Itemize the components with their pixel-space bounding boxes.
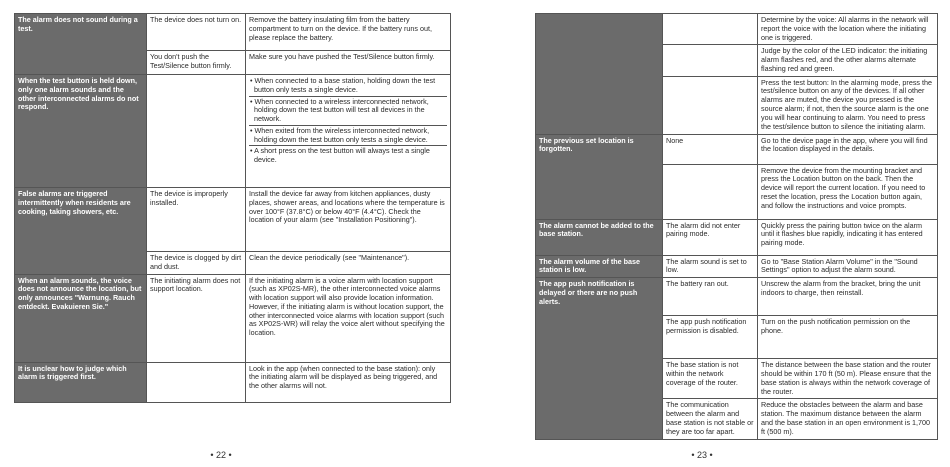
solution-text: Judge by the color of the LED indicator: the initiating alarm flashes red, and the other alarms alternate flashing red and green. [761,46,928,73]
cause-cell: You don't push the Test/Silence button firmly. [147,51,246,75]
solution-text: Make sure you have pushed the Test/Silence button firmly. [249,52,435,61]
cause-cell [147,75,246,188]
table-row [15,274,451,362]
solution-text: Determine by the voice: All alarms in the network will report the voice with the location where the initiating one is triggered. [761,15,929,42]
solution-cell [246,75,451,188]
solution-cell [246,274,451,362]
cause-cell: The device is improperly installed. [147,188,246,252]
solution-cell [758,76,938,134]
solution-text: Go to "Base Station Alarm Volume" in the "Sound Settings" option to adjust the alarm sound. [761,256,918,275]
solution-cell [246,252,451,275]
solution-text: Go to the device page in the app, where you will find the location displayed in the details. [761,135,928,154]
solution-text: Look in the app (when connected to the base station): only the initiating alarm will be displayed as being triggered, and the other alarms will not. [249,363,438,391]
cause-cell: The initiating alarm does not support location. [147,274,246,362]
cause-cell: The device is clogged by dirt and dust. [147,252,246,275]
cause-cell [663,45,758,76]
cause-cell [663,76,758,134]
solution-text: Unscrew the alarm from the bracket, bring the unit indoors to charge, then reinstall. [761,279,921,298]
table-row [536,278,938,316]
solution-cell [246,188,451,252]
problem-cell: The alarm volume of the base station is low. [536,255,663,278]
table-row [536,14,938,45]
problem-cell [536,14,663,135]
table-row [536,255,938,278]
problem-cell: The previous set location is forgotten. [536,134,663,219]
solution-text: • When connected to a wireless interconnected network, holding down the test button will test all devices in the network. [249,96,447,124]
solution-cell [758,278,938,316]
cause-cell: The alarm sound is set to low. [663,255,758,278]
page-right [475,0,950,467]
table-row [15,14,451,51]
solution-text: Quickly press the pairing button twice on the alarm until it flashes blue rapidly, indicating it has entered pairing mode. [761,220,923,248]
solution-cell [758,255,938,278]
solution-cell [758,399,938,439]
problem-cell: It is unclear how to judge which alarm is triggered first. [15,362,147,402]
solution-text: • When exited from the wireless interconnected network, holding down the test button only tests a single device. [249,125,447,145]
solution-cell [758,219,938,255]
troubleshooting-table-right [535,13,938,440]
problem-cell: The alarm does not sound during a test. [15,14,147,75]
solution-cell [758,359,938,399]
cause-cell: The communication between the alarm and base station is not stable or they are too far apart. [663,399,758,439]
page-number: • 22 • [210,450,232,460]
solution-cell [758,164,938,219]
cause-cell [663,14,758,45]
solution-text: If the initiating alarm is a voice alarm with location support (such as XP02S-MR), the other interconnected voice alarms with location support will also provide location information. However, if the initiating alarm is without location support, the other interconnected voice alarms with location support (such as XP02S-WR) will relay the voice alert without specifying the location. [249,275,445,338]
solution-cell [758,316,938,359]
solution-text: Reduce the obstacles between the alarm and base station. The maximum distance between the alarm and the base station in an open environment is 1,700 ft (500 m). [761,400,931,436]
solution-cell [758,45,938,76]
cause-cell: None [663,134,758,164]
problem-cell: When an alarm sounds, the voice does not announce the location, but only announces "Warnung. Rauch entdeckt. Evakuieren Sie." [15,274,147,362]
solution-text: Remove the device from the mounting bracket and press the Location button on the back. Then the device will report the current location. If you need to reset the location, press the Location button again, and follow the instructions and voice prompts. [761,165,926,210]
cause-cell: The alarm did not enter pairing mode. [663,219,758,255]
solution-text: Turn on the push notification permission on the phone. [761,317,911,336]
solution-text: Install the device far away from kitchen appliances, dusty places, shower areas, and locations where the temperature is over 100°F (37.8°C) or below 40°F (4.4°C). Check the location of your alarm (see "Installation Positioning"). [249,189,445,225]
solution-text: Press the test button: In the alarming mode, press the test/silence button on any of the devices. If all other alarms are muted, the device you pressed is the source alarm; if not, then the source alarm is the one you will hear continuing to alarm. You need to press the test/silence button to silence the initiating alarm. [761,77,932,131]
cause-cell: The battery ran out. [663,278,758,316]
solution-text: Remove the battery insulating film from the battery compartment to turn on the device. If the battery runs out, please replace the battery. [249,15,432,42]
table-row [15,362,451,402]
solution-cell [246,14,451,51]
problem-cell: The app push notification is delayed or there are no push alerts. [536,278,663,439]
table-row [536,219,938,255]
page-number: • 23 • [691,450,713,460]
solution-cell [758,14,938,45]
cause-cell [147,362,246,402]
solution-text: • A short press on the test button will always test a single device. [249,145,447,165]
cause-cell: The base station is not within the network coverage of the router. [663,359,758,399]
solution-text: • When connected to a base station, holding down the test button only tests a single device. [250,76,436,94]
problem-cell: When the test button is held down, only one alarm sounds and the other interconnected alarms do not respond. [15,75,147,188]
cause-cell: The app push notification permission is disabled. [663,316,758,359]
solution-text: The distance between the base station and the router should be within 170 ft (50 m). Please ensure that the base station is always within the network coverage of the router. [761,360,932,396]
solution-cell [758,134,938,164]
solution-text: Clean the device periodically (see "Maintenance"). [249,253,410,262]
cause-cell [663,164,758,219]
solution-cell [246,362,451,402]
table-row [15,75,451,188]
cause-cell: The device does not turn on. [147,14,246,51]
troubleshooting-table-left [14,13,451,403]
problem-cell: The alarm cannot be added to the base station. [536,219,663,255]
solution-cell [246,51,451,75]
table-row [536,134,938,164]
problem-cell: False alarms are triggered intermittently when residents are cooking, taking showers, etc. [15,188,147,275]
table-row [15,188,451,252]
